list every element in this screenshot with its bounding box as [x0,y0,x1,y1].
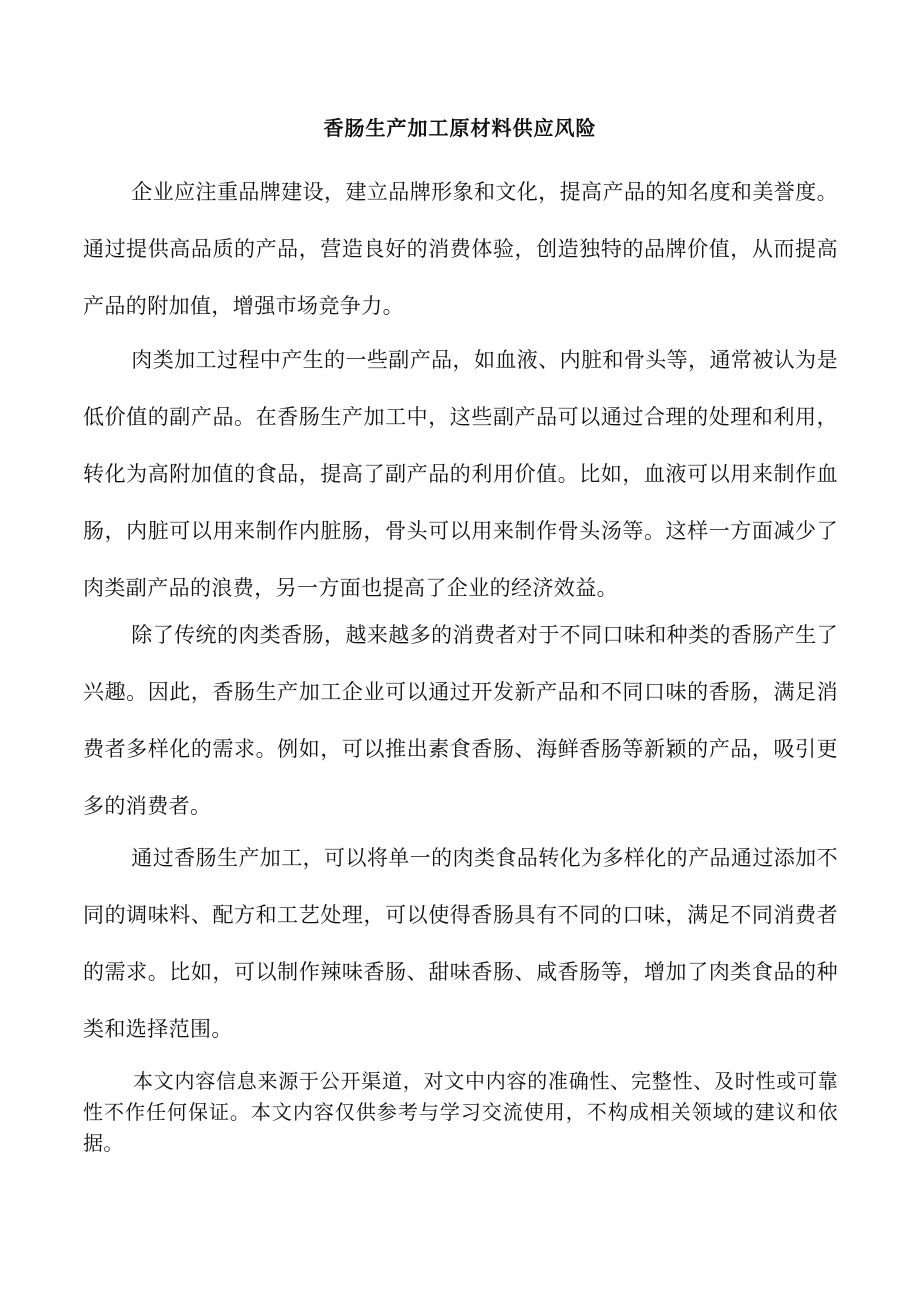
disclaimer-text: 本文内容信息来源于公开渠道，对文中内容的准确性、完整性、及时性或可靠性不作任何保证。本文内容仅供参考与学习交流使用，不构成相关领域的建议和依据。 [83,1069,838,1155]
paragraph-diversification: 通过香肠生产加工，可以将单一的肉类食品转化为多样化的产品通过添加不同的调味料、配方和工艺处理，可以使得香肠具有不同的口味，满足不同消费者的需求。比如，可以制作辣味香肠、甜味香肠、咸香肠等，增加了肉类食品的种类和选择范围。 [83,846,838,1041]
paragraph-byproducts: 肉类加工过程中产生的一些副产品，如血液、内脏和骨头等，通常被认为是低价值的副产品。在香肠生产加工中，这些副产品可以通过合理的处理和利用，转化为高附加值的食品，提高了副产品的利用价值。比如，血液可以用来制作血肠，内脏可以用来制作内脏肠，骨头可以用来制作骨头汤等。这样一方面减少了肉类副产品的浪费，另一方面也提高了企业的经济效益。 [83,348,838,600]
paragraph-new-flavors: 除了传统的肉类香肠，越来越多的消费者对于不同口味和种类的香肠产生了兴趣。因此，香肠生产加工企业可以通过开发新产品和不同口味的香肠，满足消费者多样化的需求。例如，可以推出素食香肠、海鲜香肠等新颖的产品，吸引更多的消费者。 [83,623,838,818]
document-title: 香肠生产加工原材料供应风险 [323,116,597,140]
paragraph-brand-building: 企业应注重品牌建设，建立品牌形象和文化，提高产品的知名度和美誉度。通过提供高品质的产品，营造良好的消费体验，创造独特的品牌价值，从而提高产品的附加值，增强市场竞争力。 [83,180,838,318]
